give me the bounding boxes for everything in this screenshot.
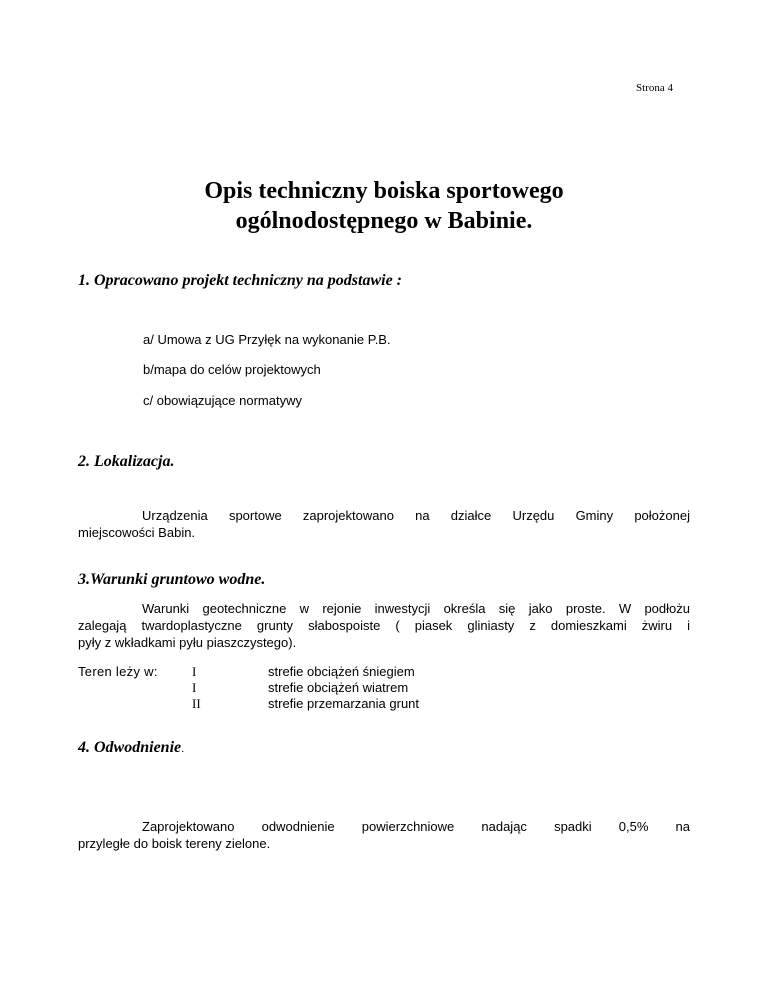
location-paragraph [78,507,690,541]
section-3-heading: 3.Warunki gruntowo wodne. [78,571,266,588]
section-4-heading [78,739,184,757]
location-line-2: miejscowości Babin. [78,525,196,540]
drainage-line-1: Zaprojektowano odwodnienie powierzchniowe nadając spadki 0,5% na [142,819,690,834]
zone-number: I [192,664,197,679]
soil-line-2: zalegają twardoplastyczne grunty słabospoiste ( piasek gliniasty z domieszkami żwiru i [78,618,690,633]
zone-number: I [192,680,197,695]
section-4-heading-text: 4. Odwodnienie [78,739,182,756]
basis-item-a: a/ Umowa z UG Przyłęk na wykonanie P.B. [143,332,391,347]
zone-number: II [192,696,201,711]
drainage-paragraph [78,818,690,852]
zone-text: strefie obciążeń śniegiem [268,664,415,679]
section-2-heading: 2. Lokalizacja. [78,453,175,470]
location-line-1: Urządzenia sportowe zaprojektowano na działce Urzędu Gminy położonej [142,508,690,523]
basis-item-c: c/ obowiązujące normatywy [143,393,302,408]
soil-line-1: Warunki geotechniczne w rejonie inwestycji określa się jako proste. W podłożu [142,601,690,616]
zone-text: strefie obciążeń wiatrem [268,680,409,695]
document-title-line-1: Opis techniczny boiska sportowego [204,178,564,204]
drainage-line-2: przyległe do boisk tereny zielone. [78,836,271,851]
soil-paragraph [78,600,690,651]
section-1-heading: 1. Opracowano projekt techniczny na podstawie : [78,272,403,289]
terrain-label: Teren leży w: [78,664,158,679]
page-number: Strona 4 [636,82,673,94]
document-title-line-2: ogólnodostępnego w Babinie. [235,208,533,234]
soil-line-3: pyły z wkładkami pyłu piaszczystego). [78,635,297,650]
section-4-heading-dot: . [181,741,185,755]
zone-text: strefie przemarzania grunt [268,696,420,711]
basis-item-b: b/mapa do celów projektowych [143,362,321,377]
